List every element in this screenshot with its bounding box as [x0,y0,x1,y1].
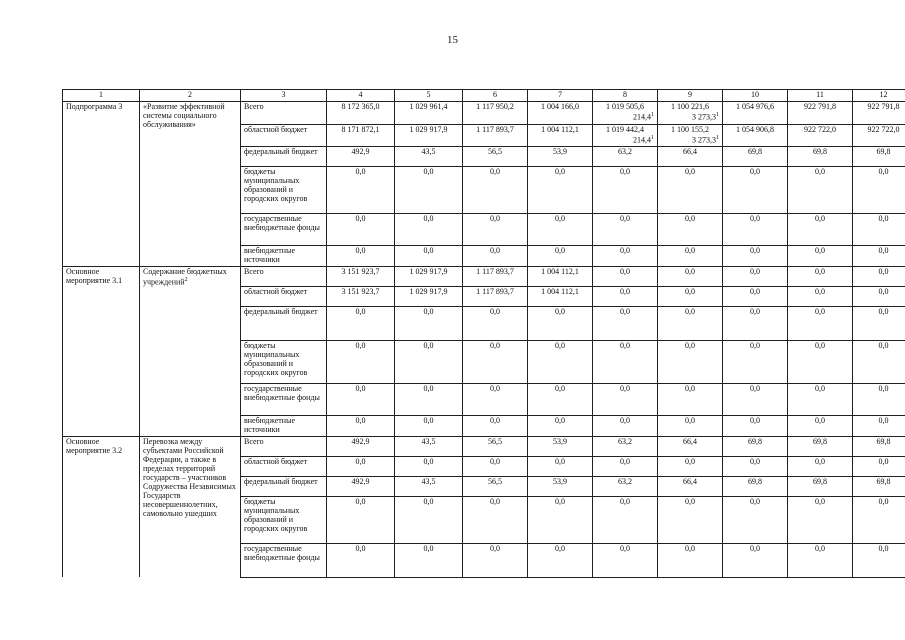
column-number-row [63,90,905,102]
value-cell: 0,0 [463,246,528,267]
value-cell: 0,0 [528,496,593,543]
value-cell: 1 054 906,8 [723,124,788,147]
value-cell: 69,8 [788,147,853,167]
value-cell: 0,0 [593,214,658,246]
value-cell: 0,0 [528,456,593,476]
program-cell: Основное мероприятие 3.2 [63,436,140,577]
value-cell: 0,0 [788,384,853,416]
funding-source-cell: федеральный бюджет [241,307,327,341]
value-cell: 0,0 [658,167,723,214]
funding-source-cell: областной бюджет [241,456,327,476]
funding-source-cell: государственные внебюджетные фонды [241,384,327,416]
page-number: 15 [447,34,458,46]
value-cell: 56,5 [463,476,528,496]
value-cell: 0,0 [327,416,395,437]
column-header: 6 [463,90,528,102]
value-cell: 0,0 [593,456,658,476]
column-header: 4 [327,90,395,102]
value-cell: 0,0 [658,384,723,416]
column-header: 1 [63,90,140,102]
value-cell: 3 151 923,7 [327,287,395,307]
value-cell: 0,0 [853,341,905,384]
value-cell: 1 117 893,7 [463,267,528,287]
value-cell: 0,0 [658,246,723,267]
value-cell: 69,8 [853,147,905,167]
value-cell: 0,0 [788,307,853,341]
value-cell: 1 117 893,7 [463,287,528,307]
value-cell: 0,0 [327,543,395,577]
value-cell: 0,0 [853,384,905,416]
value-cell: 1 019 505,6 214,4$^1$ [593,102,658,125]
value-cell: 922 722,0 [853,124,905,147]
value-cell: 0,0 [395,416,463,437]
value-cell: 0,0 [788,167,853,214]
value-cell: 0,0 [658,543,723,577]
value-cell: 1 029 917,9 [395,267,463,287]
value-cell: 0,0 [327,456,395,476]
value-cell: 53,9 [528,147,593,167]
value-cell: 0,0 [723,307,788,341]
value-cell: 0,0 [788,543,853,577]
funding-source-cell: федеральный бюджет [241,147,327,167]
column-header: 9 [658,90,723,102]
value-cell: 1 004 166,0 [528,102,593,125]
value-cell: 1 019 442,4 214,4$^1$ [593,124,658,147]
budget-table [62,89,905,578]
value-cell: 0,0 [395,384,463,416]
value-cell: 1 029 917,9 [395,124,463,147]
value-cell: 66,4 [658,476,723,496]
value-cell: 56,5 [463,147,528,167]
value-cell: 0,0 [853,456,905,476]
value-cell: 0,0 [788,267,853,287]
value-cell: 0,0 [528,214,593,246]
column-header: 3 [241,90,327,102]
value-cell: 0,0 [853,246,905,267]
value-cell: 0,0 [463,496,528,543]
value-cell: 43,5 [395,436,463,456]
value-cell: 922 791,8 [853,102,905,125]
value-cell: 0,0 [658,267,723,287]
value-cell: 1 100 155,2 3 273,3$^1$ [658,124,723,147]
value-cell: 0,0 [327,246,395,267]
funding-source-cell: Всего [241,267,327,287]
value-cell: 43,5 [395,476,463,496]
value-cell: 0,0 [853,167,905,214]
value-cell: 0,0 [723,214,788,246]
column-header: 5 [395,90,463,102]
value-cell: 0,0 [463,456,528,476]
funding-source-cell: федеральный бюджет [241,476,327,496]
column-header: 10 [723,90,788,102]
funding-source-cell: областной бюджет [241,124,327,147]
value-cell: 0,0 [395,214,463,246]
value-cell: 0,0 [853,496,905,543]
table-row [63,102,905,125]
value-cell: 0,0 [593,167,658,214]
value-cell: 0,0 [853,543,905,577]
funding-source-cell: государственные внебюджетные фонды [241,543,327,577]
value-cell: 0,0 [395,246,463,267]
value-cell: 1 004 112,1 [528,267,593,287]
value-cell: 56,5 [463,436,528,456]
value-cell: 0,0 [658,341,723,384]
value-cell: 1 117 950,2 [463,102,528,125]
value-cell: 1 029 961,4 [395,102,463,125]
value-cell: 69,8 [788,476,853,496]
value-cell: 69,8 [788,436,853,456]
value-cell: 0,0 [463,307,528,341]
column-header: 2 [140,90,241,102]
value-cell: 69,8 [723,476,788,496]
value-cell: 53,9 [528,436,593,456]
value-cell: 66,4 [658,436,723,456]
value-cell: 0,0 [593,416,658,437]
funding-source-cell: внебюджетные источники [241,246,327,267]
value-cell: 0,0 [593,496,658,543]
value-cell: 0,0 [395,341,463,384]
funding-source-cell: областной бюджет [241,287,327,307]
value-cell: 0,0 [463,416,528,437]
value-cell: 0,0 [723,456,788,476]
value-cell: 0,0 [723,287,788,307]
value-cell: 1 004 112,1 [528,124,593,147]
column-header: 7 [528,90,593,102]
value-cell: 66,4 [658,147,723,167]
value-cell: 0,0 [853,416,905,437]
value-cell: 69,8 [853,476,905,496]
value-cell: 0,0 [327,384,395,416]
value-cell: 0,0 [658,496,723,543]
value-cell: 63,2 [593,436,658,456]
value-cell: 0,0 [327,167,395,214]
value-cell: 492,9 [327,436,395,456]
program-name-cell: Содержание бюджетных учреждений$^2$ [140,267,241,437]
value-cell: 3 151 923,7 [327,267,395,287]
value-cell: 0,0 [395,307,463,341]
value-cell: 0,0 [395,496,463,543]
column-header: 11 [788,90,853,102]
value-cell: 0,0 [395,543,463,577]
value-cell: 1 029 917,9 [395,287,463,307]
value-cell: 0,0 [463,543,528,577]
value-cell: 492,9 [327,476,395,496]
value-cell: 0,0 [723,267,788,287]
program-name-cell: Перевозка между субъектами Российской Федерации, а также в пределах территорий государств – участников Содружества Независимых Государств несовершеннолетних, самовольно ушедших [140,436,241,577]
value-cell: 1 054 976,6 [723,102,788,125]
value-cell: 0,0 [528,543,593,577]
column-header: 12 [853,90,905,102]
value-cell: 0,0 [395,167,463,214]
value-cell: 0,0 [593,543,658,577]
funding-source-cell: Всего [241,436,327,456]
value-cell: 0,0 [593,246,658,267]
value-cell: 922 791,8 [788,102,853,125]
value-cell: 0,0 [395,456,463,476]
value-cell: 0,0 [788,416,853,437]
value-cell: 0,0 [723,416,788,437]
value-cell: 0,0 [327,214,395,246]
value-cell: 69,8 [723,436,788,456]
value-cell: 69,8 [723,147,788,167]
value-cell: 0,0 [593,307,658,341]
value-cell: 0,0 [528,416,593,437]
value-cell: 0,0 [658,456,723,476]
funding-source-cell: бюджеты муниципальных образований и городских округов [241,496,327,543]
value-cell: 0,0 [463,214,528,246]
value-cell: 43,5 [395,147,463,167]
value-cell: 0,0 [853,307,905,341]
value-cell: 0,0 [528,341,593,384]
value-cell: 63,2 [593,476,658,496]
funding-source-cell: государственные внебюджетные фонды [241,214,327,246]
value-cell: 0,0 [327,307,395,341]
value-cell: 69,8 [853,436,905,456]
value-cell: 0,0 [528,384,593,416]
program-cell: Подпрограмма 3 [63,102,140,267]
value-cell: 0,0 [327,496,395,543]
value-cell: 0,0 [788,246,853,267]
value-cell: 0,0 [788,496,853,543]
value-cell: 492,9 [327,147,395,167]
value-cell: 1 004 112,1 [528,287,593,307]
value-cell: 922 722,0 [788,124,853,147]
value-cell: 0,0 [593,267,658,287]
value-cell: 0,0 [853,287,905,307]
value-cell: 0,0 [593,341,658,384]
value-cell: 0,0 [463,384,528,416]
value-cell: 1 100 221,6 3 273,3$^1$ [658,102,723,125]
value-cell: 0,0 [528,246,593,267]
value-cell: 0,0 [723,543,788,577]
value-cell: 0,0 [327,341,395,384]
value-cell: 0,0 [788,214,853,246]
value-cell: 0,0 [658,307,723,341]
value-cell: 0,0 [593,384,658,416]
value-cell: 0,0 [723,496,788,543]
value-cell: 0,0 [788,287,853,307]
value-cell: 0,0 [723,384,788,416]
column-header: 8 [593,90,658,102]
value-cell: 0,0 [723,167,788,214]
value-cell: 53,9 [528,476,593,496]
funding-source-cell: бюджеты муниципальных образований и городских округов [241,341,327,384]
table-row [63,267,905,287]
value-cell: 0,0 [723,246,788,267]
funding-source-cell: бюджеты муниципальных образований и городских округов [241,167,327,214]
value-cell: 8 172 365,0 [327,102,395,125]
table-row [63,436,905,456]
value-cell: 0,0 [528,167,593,214]
value-cell: 0,0 [593,287,658,307]
value-cell: 0,0 [463,341,528,384]
funding-source-cell: внебюджетные источники [241,416,327,437]
value-cell: 0,0 [658,287,723,307]
value-cell: 0,0 [528,307,593,341]
funding-source-cell: Всего [241,102,327,125]
value-cell: 0,0 [463,167,528,214]
program-cell: Основное мероприятие 3.1 [63,267,140,437]
value-cell: 0,0 [658,416,723,437]
program-name-cell: «Развитие эффективной системы социального обслуживания» [140,102,241,267]
value-cell: 0,0 [853,267,905,287]
value-cell: 0,0 [788,456,853,476]
value-cell: 8 171 872,1 [327,124,395,147]
value-cell: 63,2 [593,147,658,167]
table-body [63,102,905,578]
value-cell: 0,0 [788,341,853,384]
value-cell: 0,0 [723,341,788,384]
value-cell: 0,0 [853,214,905,246]
value-cell: 1 117 893,7 [463,124,528,147]
value-cell: 0,0 [658,214,723,246]
footnote-mark: 2 [184,276,188,283]
